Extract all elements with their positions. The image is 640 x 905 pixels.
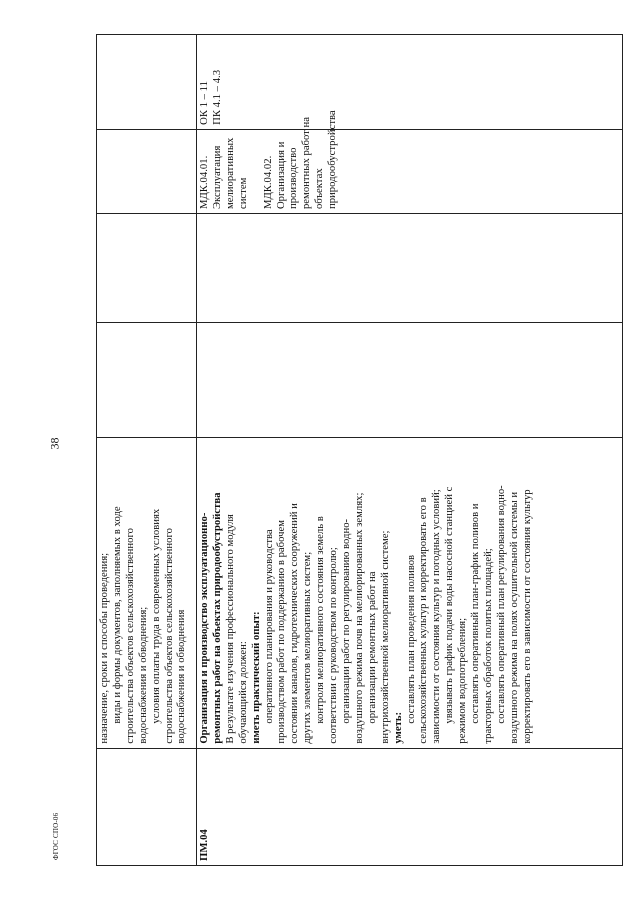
description-line: водоснабжения и обводнения;: [136, 606, 149, 744]
description-line: Организация и производство эксплуатационно-: [198, 512, 210, 744]
description-line: зависимости от состояния культур и погодных условий;: [430, 489, 443, 744]
hours-cell-empty: [197, 323, 623, 438]
mdk-line: Эксплуатация: [210, 145, 223, 210]
description-line: соответствии с руководством по контролю;: [327, 547, 340, 744]
description-line: воздушного режима на полях осушительной системы и: [507, 491, 520, 744]
description-line: внутрихозяйственной мелиоративной системе;: [378, 530, 391, 744]
mdk-line: [250, 134, 262, 209]
competency-line: ОК 1 – 11: [198, 81, 210, 125]
description-line: сельскохозяйственных культур и корректировать его в: [417, 497, 430, 744]
description-line: корректировать его в зависимости от состояния культур: [520, 489, 533, 744]
description-line: иметь практический опыт:: [249, 611, 262, 744]
description-line: производством работ по поддержанию в рабочем: [275, 519, 288, 744]
competencies-cell-empty: [97, 35, 197, 130]
curriculum-table: [96, 34, 623, 866]
mdk-line: МДК.04.01.: [198, 155, 210, 210]
mdk-line: ремонтных работ на: [300, 116, 313, 210]
module-code: ПМ.04: [197, 748, 623, 865]
description-line: составлять оперативный план-график поливов и: [469, 503, 482, 724]
competency-line: ПК 4.1 – 4.3: [210, 69, 223, 125]
footer-standard-mark: ФГОС СПО-06: [52, 812, 60, 860]
description-line: водоснабжения и обводнения: [175, 609, 188, 744]
description-line: ремонтных работ на объектах природообустройства: [210, 492, 223, 744]
mdk-line: производство: [287, 147, 300, 210]
description-cell-continued: [97, 438, 197, 749]
description-line: других элементов мелиоративных систем;: [301, 551, 314, 744]
rotated-table-container: [96, 34, 623, 866]
description-line: организации ремонтных работ на: [365, 571, 378, 724]
hours-cell-empty: [197, 214, 623, 323]
description-line: строительства объектов сельскохозяйственного: [162, 528, 175, 744]
mdk-line: мелиоративных: [223, 137, 236, 210]
table-row-continuation: [97, 35, 197, 866]
page-number: 38: [47, 437, 62, 450]
competencies-list: [197, 35, 623, 130]
description-line: обучающийся должен:: [236, 641, 249, 744]
hours-cell-empty: [97, 214, 197, 323]
description-line: воздушного режима почв на мелиорированных землях;: [352, 492, 365, 744]
description-line: состоянии каналов, гидротехнических сооружений и: [288, 503, 301, 744]
table-row-pm04: [197, 35, 623, 866]
description-line: строительства объектов сельскохозяйственного: [123, 528, 136, 744]
description-line: увязывать график подачи воды насосной станцией с: [443, 486, 456, 724]
mdk-cell-empty: [97, 129, 197, 213]
description-line: тракторных обработок политых площадей;: [481, 548, 494, 744]
mdk-line: Организация и: [274, 141, 287, 210]
description-line: составлять оперативный план регулирования водно-: [494, 485, 507, 724]
description-line: условия оплаты труда в современных условиях: [149, 508, 162, 724]
code-cell-empty: [97, 748, 197, 865]
description-line: виды и формы документов, заполняемых в ходе: [110, 506, 123, 724]
description-line: оперативного планирования и руководства: [262, 529, 275, 724]
mdk-line: МДК.04.02.: [261, 155, 274, 210]
description-line: назначение, сроки и способы проведения;: [98, 552, 110, 744]
mdk-line: природообустройства: [326, 110, 339, 210]
description-line: контроля мелиоративного состояния земель в: [314, 516, 327, 724]
mdk-line: систем: [236, 177, 249, 210]
description-line: составлять план проведения поливов: [404, 554, 417, 724]
hours-cell-empty: [97, 323, 197, 438]
description-line: уметь:: [391, 711, 404, 744]
mdk-line: объектах: [313, 168, 326, 210]
description-line: организации работ по регулированию водно-: [339, 518, 352, 724]
description-line: режимом водопотребления;: [456, 617, 469, 744]
module-description: [197, 438, 623, 749]
mdk-list: [197, 110, 623, 213]
description-line: В результате изучения профессионального модуля: [223, 514, 236, 744]
